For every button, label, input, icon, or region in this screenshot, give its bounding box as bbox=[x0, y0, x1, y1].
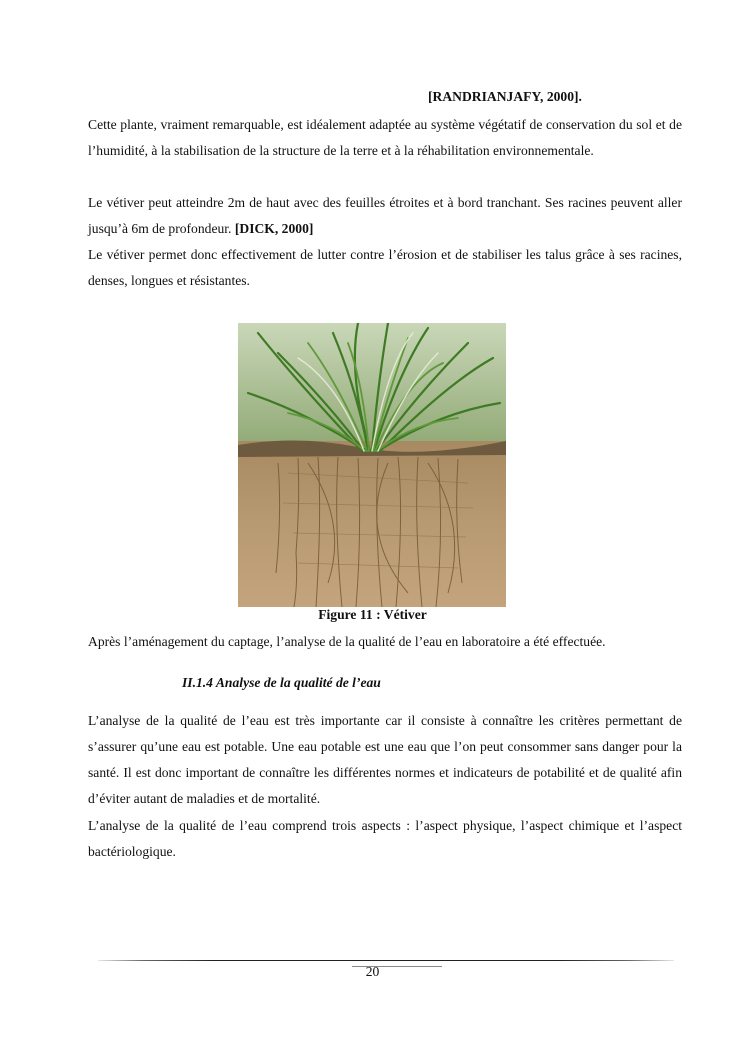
paragraph-amenagement: Après l’aménagement du captage, l’analyse de la qualité de l’eau en laboratoire a été effectuée. bbox=[88, 634, 606, 649]
paragraph-vetiver-size-text: Le vétiver peut atteindre 2m de haut avec des feuilles étroites et à bord tranchant. Ses racines peuvent aller jusqu’à 6m de profondeur. bbox=[88, 195, 682, 236]
paragraph-aspects: L’analyse de la qualité de l’eau comprend trois aspects : l’aspect physique, l’aspect chimique et l’aspect bactériologique. bbox=[88, 818, 682, 859]
page-number: 20 bbox=[365, 964, 380, 979]
figure-caption: Figure 11 : Vétiver bbox=[318, 607, 427, 622]
paragraph-analyse: L’analyse de la qualité de l’eau est très importante car il consiste à connaître les critères permettant de s’assurer qu’une eau est potable. Une eau potable est une eau que l’on peut consommer sans danger pour la santé. Il est donc important de connaître les différentes normes et indicateurs de potabilité et de qualité afin d’éviter autant de maladies et de mortalité. bbox=[88, 713, 682, 806]
paragraph-vetiver-description: Cette plante, vraiment remarquable, est idéalement adaptée au système végétatif de conservation du sol et de l’humidité, à la stabilisation de la structure de la terre et à la réhabilitation environnementale. bbox=[88, 117, 682, 158]
footer-divider bbox=[98, 960, 674, 961]
paragraph-vetiver-size bbox=[88, 190, 682, 242]
paragraph-erosion: Le vétiver permet donc effectivement de lutter contre l’érosion et de stabiliser les talus grâce à ses racines, denses, longues et résistantes. bbox=[88, 247, 682, 288]
reference-dick: [DICK, 2000] bbox=[234, 221, 314, 236]
vetiver-photo bbox=[238, 323, 506, 607]
reference-citation: [RANDRIANJAFY, 2000]. bbox=[428, 89, 582, 104]
section-heading: II.1.4 Analyse de la qualité de l’eau bbox=[182, 675, 381, 690]
